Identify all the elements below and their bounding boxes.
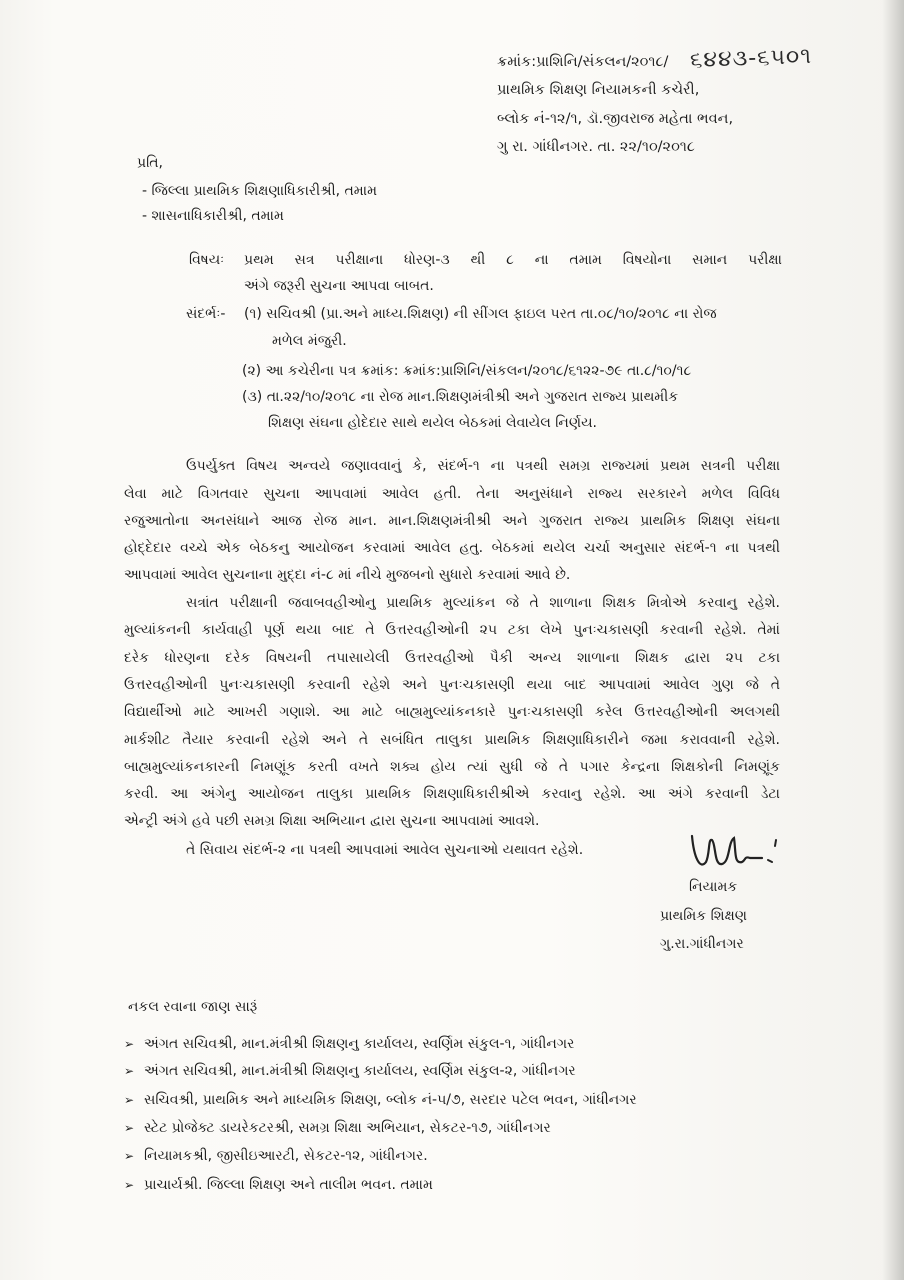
reference-item: (૨) આ કચેરીના પત્ર ક્રમાંક: ક્રમાંક:પ્રાશિનિ/સંકલન/૨૦૧૮/૬૧૨૨-૭૯ તા.૮/૧૦/૧૮: [242, 363, 692, 379]
body-line: લેવા માટે વિગતવાર સુચના આપવામાં આવેલ હતી. તેના અનુસંધાને રાજ્ય સરકારને મળેલ વિવિધ: [124, 486, 780, 502]
recipient-item: - શાસનાધિકારીશ્રી, તમામ: [142, 208, 284, 224]
bullet-arrow-icon: ➢: [124, 1093, 135, 1107]
bullet-arrow-icon: ➢: [124, 1149, 135, 1163]
reference-item: (૧) સચિવશ્રી (પ્રા.અને માધ્ય.શિક્ષણ) ની સીંગલ ફાઇલ પરત તા.૦૮/૧૦/૨૦૧૮ ના રોજ: [244, 306, 717, 322]
bullet-arrow-icon: ➢: [124, 1178, 135, 1192]
body-line: દરેક ધોરણના દરેક વિષયની તપાસાયેલી ઉત્તરવહીઓ પૈકી અન્ય શાળાના શિક્ષક દ્વારા ૨૫ ટકા: [124, 650, 780, 666]
bullet-arrow-icon: ➢: [124, 1037, 135, 1051]
signature-mark: [684, 818, 784, 878]
reference-item: (૩) તા.૨૨/૧૦/૨૦૧૮ ના રોજ માન.શિક્ષણમંત્રીશ્રી અને ગુજરાત રાજ્ય પ્રાથમીક: [242, 389, 679, 405]
subject-line: અંગે જરૂરી સુચના આપવા બાબત.: [244, 278, 434, 294]
subject-label: વિષયઃ: [189, 252, 225, 268]
subject-line: પ્રથમ સત્ર પરીક્ષાના ધોરણ-૩ થી ૮ ના તમામ વિષયોના સમાન પરીક્ષા: [244, 252, 782, 268]
body-line: ઉપર્યુક્ત વિષય અન્વયે જણાવવાનું કે, સંદર્ભ-૧ ના પત્રથી સમગ્ર રાજ્યમાં પ્રથમ સત્રની પરીક્ષા: [186, 458, 780, 474]
body-line: માર્કશીટ તૈયાર કરવાની રહેશે અને તે સબંધિત તાલુકા પ્રાથમિક શિક્ષણાધિકારીને જમા કરાવવાની રહેશે.: [124, 732, 780, 748]
body-line: હોદ્દેદાર વચ્ચે એક બેઠકનુ આયોજન કરવામાં આવેલ હતુ. બેઠકમાં થયેલ ચર્ચા અનુસાર સંદર્ભ-૧ ના પત્રથી: [124, 540, 780, 556]
handwritten-reference: ૬૪૪૩-૬૫૦૧: [689, 43, 813, 74]
body-line: રજુઆતોના અનસંધાને આજ રોજ માન. માન.શિક્ષણમંત્રીશ્રી અને ગુજરાત રાજ્ય પ્રાથમિક શિક્ષણ સંઘના: [124, 513, 780, 529]
copy-to-item: સ્ટેટ પ્રોજેક્ટ ડાયરેકટરશ્રી, સમગ્ર શિક્ષા અભિયાન, સેકટર-૧૭, ગાંધીનગર: [144, 1120, 551, 1136]
copy-to-item: અંગત સચિવશ્રી, માન.મંત્રીશ્રી શિક્ષણનુ કાર્યાલય, સ્વર્ણિમ સંકુલ-૨, ગાંધીનગર: [144, 1063, 576, 1079]
body-paragraph-3: તે સિવાય સંદર્ભ-૨ ના પત્રથી આપવામાં આવેલ સુચનાઓ યથાવત રહેશે.: [186, 842, 584, 858]
copy-to-item: અંગત સચિવશ્રી, માન.મંત્રીશ્રી શિક્ષણનુ કાર્યાલય, સ્વર્ણિમ સંકુલ-૧, ગાંધીનગર: [144, 1036, 575, 1052]
recipient-item: - જિલ્લા પ્રાથમિક શિક્ષણાધિકારીશ્રી, તમામ: [142, 183, 377, 199]
signatory-department: પ્રાથમિક શિક્ષણ: [660, 908, 747, 924]
office-name: પ્રાથમિક શિક્ષણ નિયામકની કચેરી,: [497, 82, 700, 98]
reference-item: શિક્ષણ સંઘના હોદેદાર સાથે થયેલ બેઠકમાં લેવાયેલ નિર્ણય.: [268, 415, 597, 431]
office-address: બ્લોક નં-૧૨/૧, ડૉ.જીવરાજ મહેતા ભવન,: [497, 111, 734, 127]
signatory-title: નિયામક: [689, 879, 738, 895]
page-edge-shadow: [882, 0, 904, 1280]
body-line: મુલ્યાંકનની કાર્યવાહી પૂર્ણ થયા બાદ તે ઉત્તરવહીઓની ૨૫ ટકા લેખે પુનઃચકાસણી કરવાની રહેશે. તેમાં: [124, 622, 780, 638]
copy-to-item: નિયામકશ્રી, જીસીઇઆરટી, સેકટર-૧૨, ગાંધીનગર.: [144, 1148, 428, 1164]
references-label: સંદર્ભઃ-: [186, 306, 226, 322]
signatory-place: ગુ.રા.ગાંધીનગર: [660, 936, 744, 952]
body-line: વિદ્યાર્થીઓ માટે આખરી ગણાશે. આ માટે બાહ્યમુલ્યાંકનકારે પુનઃચકાસણી કરેલ ઉત્તરવહીઓની અલગથી: [124, 704, 780, 720]
reference-item: મળેલ મંજુરી.: [272, 333, 347, 349]
copy-to-item: પ્રાચાર્યશ્રી. જિલ્લા શિક્ષણ અને તાલીમ ભવન. તમામ: [144, 1177, 433, 1193]
copy-to-item: સચિવશ્રી, પ્રાથમિક અને માધ્યમિક શિક્ષણ, બ્લોક નં-૫/૭, સરદાર પટેલ ભવન, ગાંધીનગર: [144, 1092, 637, 1108]
body-line: એન્ટ્રી અંગે હવે પછી સમગ્ર શિક્ષા અભિયાન દ્વારા સુચના આપવામાં આવશે.: [124, 813, 540, 829]
body-line: આપવામાં આવેલ સુચનાના મુદ્દા નં-૮ માં નીચે મુજબનો સુધારો કરવામાં આવે છે.: [124, 567, 571, 583]
city-date: ગુ રા. ગાંધીનગર. તા. ૨૨/૧૦/૨૦૧૮: [497, 139, 695, 155]
body-line: કરવી. આ અંગેનુ આયોજન તાલુકા પ્રાથમિક શિક્ષણાધિકારીશ્રીએ કરવાનુ રહેશે. આ અંગે કરવાની ડેટા: [124, 786, 780, 802]
bullet-arrow-icon: ➢: [124, 1121, 135, 1135]
prati-label: પ્રતિ,: [137, 155, 163, 171]
body-line: સત્રાંત પરીક્ષાની જવાબવહીઓનુ પ્રાથમિક મુલ્યાંકન જે તે શાળાના શિક્ષક મિત્રોએ કરવાનુ રહેશે.: [186, 595, 780, 611]
reference-number: ક્રમાંક:પ્રાશિનિ/સંકલન/૨૦૧૮/: [497, 54, 669, 70]
body-line: બાહ્યમુલ્યાંકનકારની નિમણૂંક કરતી વખતે શક્ય હોય ત્યાં સુધી જે તે પગાર કેન્દ્રના શિક્ષકોની નિમણૂંક: [124, 759, 780, 775]
copy-to-heading: નકલ રવાના જાણ સારૂં: [128, 999, 258, 1015]
body-line: ઉત્તરવહીઓની પુનઃચકાસણી કરવાની રહેશે અને પુનઃચકાસણી થયા બાદ આપવામાં આવેલ ગુણ જે તે: [124, 677, 780, 693]
bullet-arrow-icon: ➢: [124, 1064, 135, 1078]
